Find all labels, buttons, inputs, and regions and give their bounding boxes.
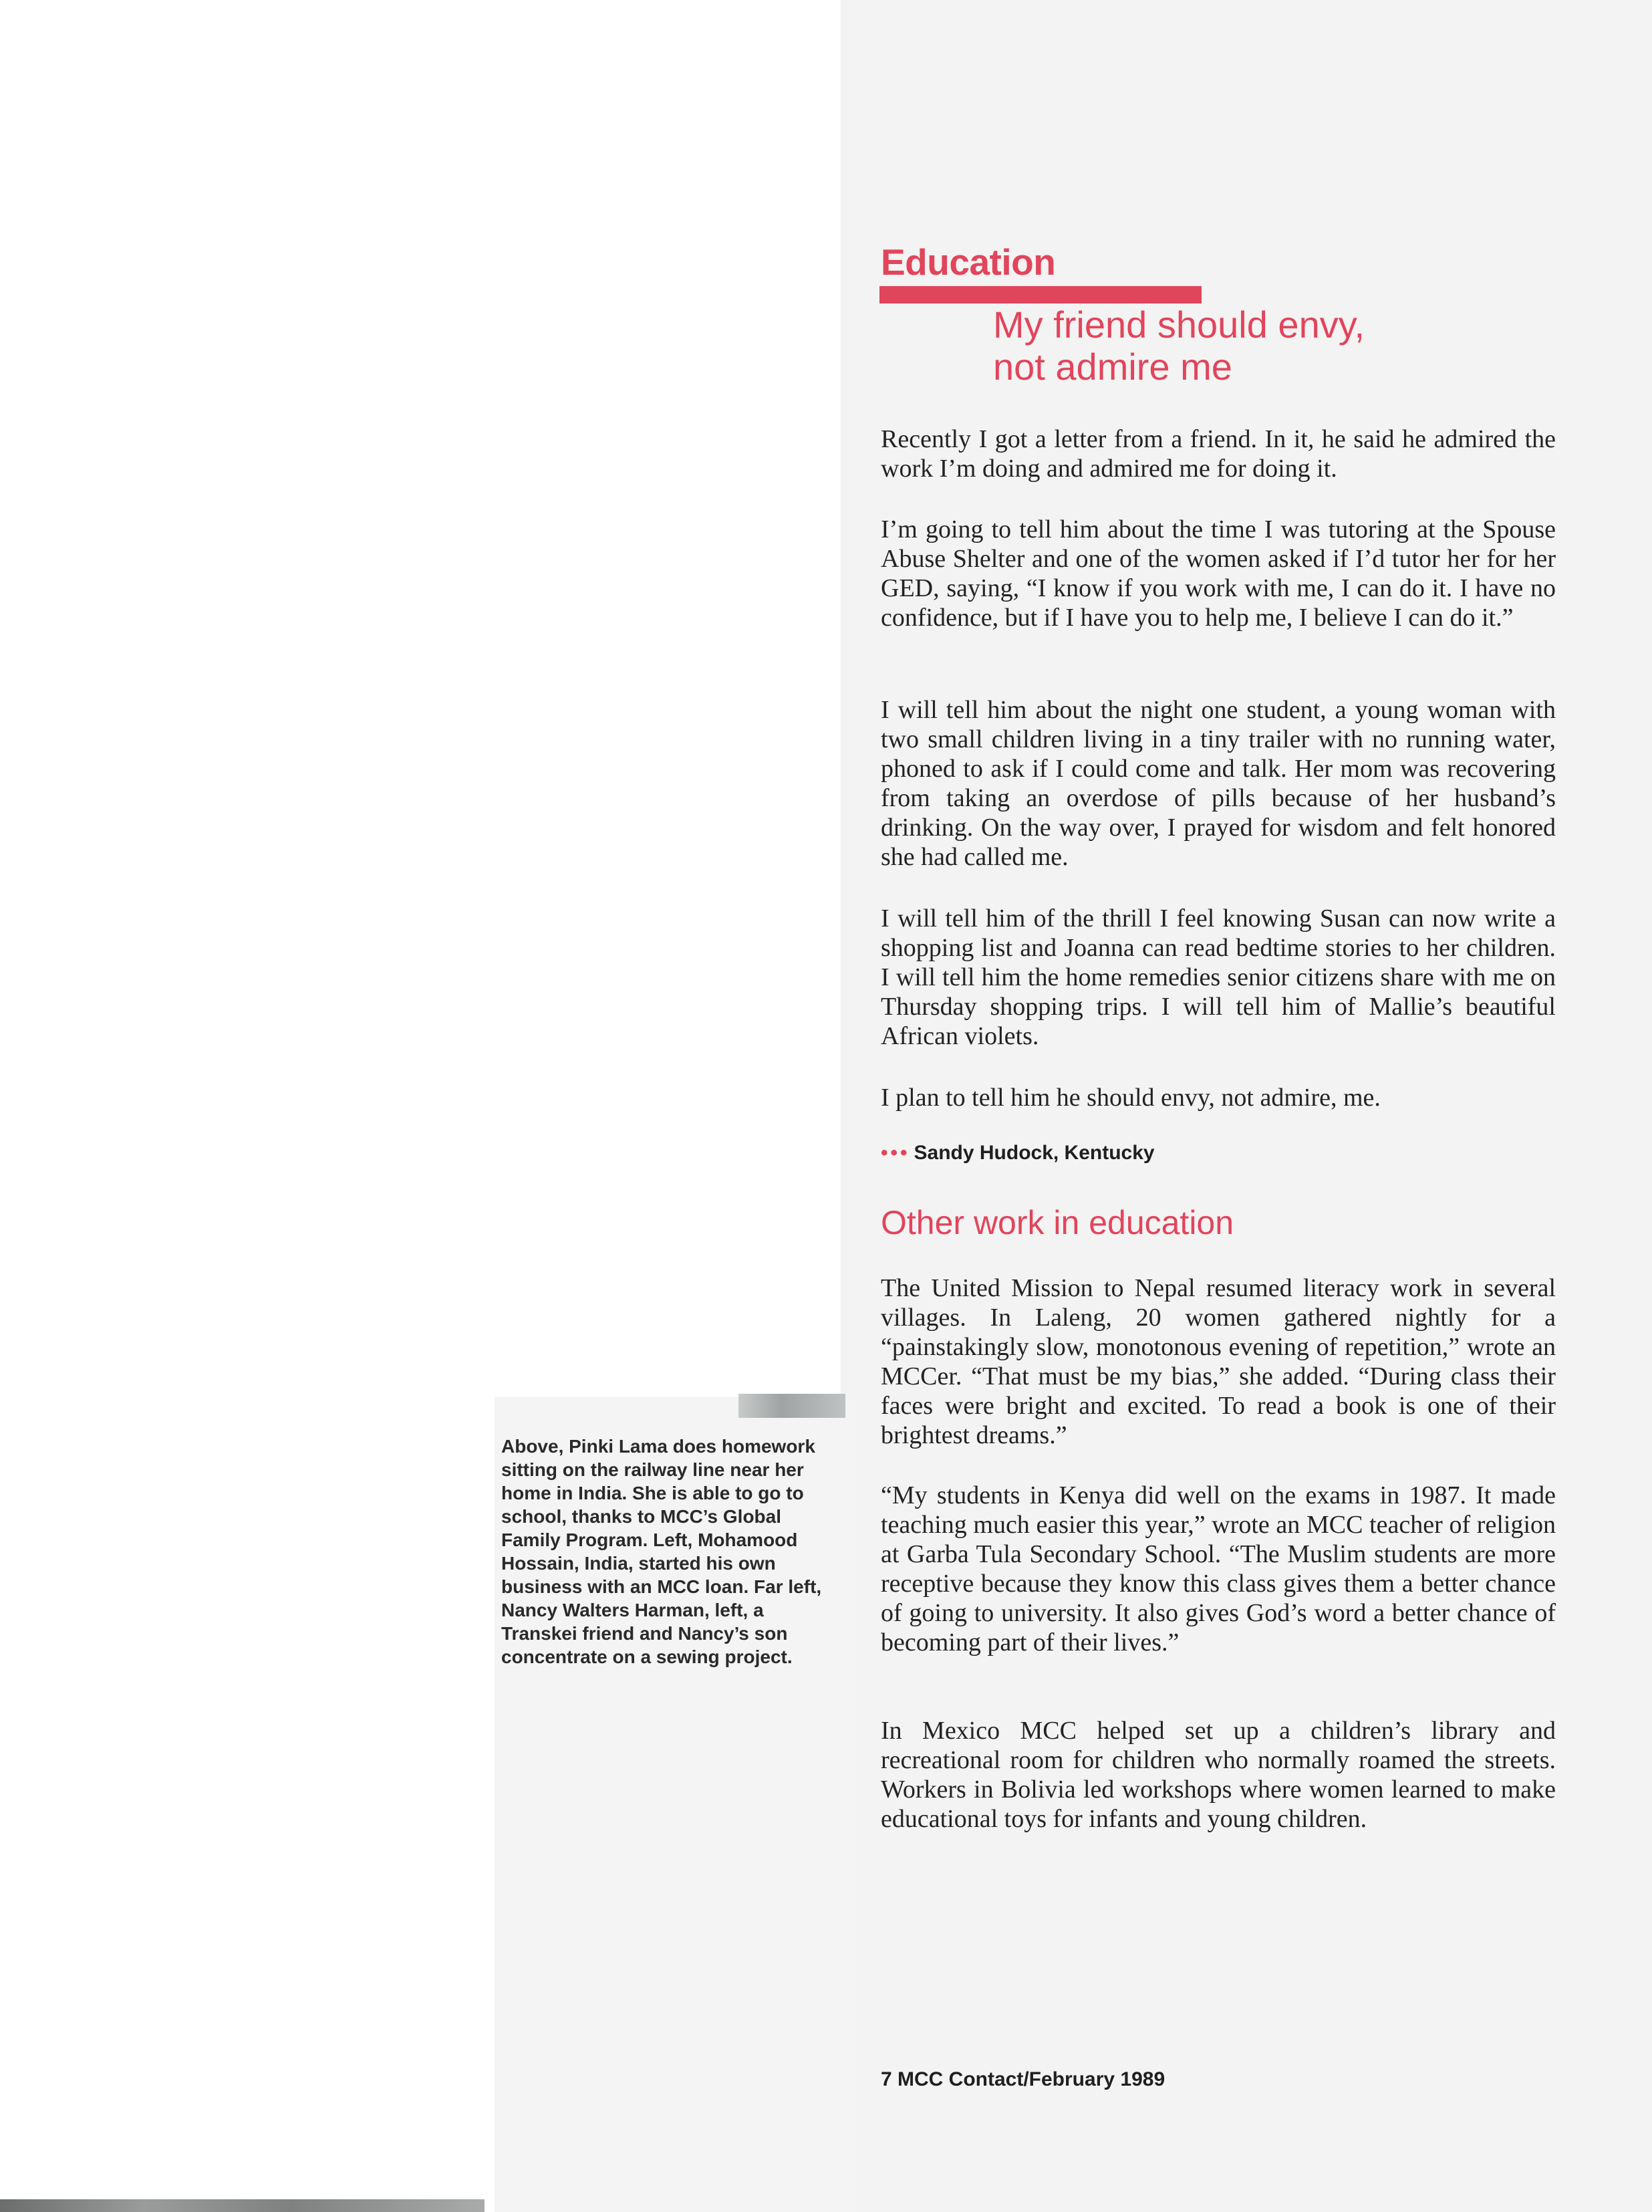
article-paragraph: Recently I got a letter from a friend. In it, he said he admired the work I’m doing and admired me for doing it. bbox=[881, 425, 1556, 483]
byline bbox=[881, 1142, 1155, 1164]
other-work-heading: Other work in education bbox=[881, 1204, 1234, 1241]
article-title bbox=[993, 303, 1501, 388]
article-paragraph: I will tell him of the thrill I feel knowing Susan can now write a shopping list and Joanna can read bedtime stories to her children. I will tell him the home remedies senior citizens share with me on Thursday shopping trips. I will tell him of Mallie’s beautiful African violets. bbox=[881, 904, 1556, 1050]
byline-dots: ••• bbox=[881, 1142, 910, 1164]
article-paragraph: I’m going to tell him about the time I was tutoring at the Spouse Abuse Shelter and one of the women asked if I’d tutor her for her GED, saying, “I know if you work with me, I can do it. I have no confidence, but if I have you to help me, I believe I can do it.” bbox=[881, 515, 1556, 632]
other-work-paragraph: “My students in Kenya did well on the exams in 1987. It made teaching much easier this year,” wrote an MCC teacher of religion at Garba Tula Secondary School. “The Muslim students are more receptive because they know this class gives them a better chance of going to university. It also gives God’s word a better chance of becoming part of their lives.” bbox=[881, 1481, 1556, 1656]
section-title-rule bbox=[879, 286, 1202, 303]
article-title-line-2: not admire me bbox=[993, 346, 1232, 388]
article-paragraph: I plan to tell him he should envy, not admire, me. bbox=[881, 1084, 1381, 1112]
other-work-paragraph: The United Mission to Nepal resumed literacy work in several villages. In Laleng, 20 women gathered nightly for a “painstakingly slow, monotonous evening of repetition,” wrote an MCCer. “That must be my bias,” she added. “During class their faces were bright and excited. To read a book is one of their brightest dreams.” bbox=[881, 1274, 1556, 1449]
photo-edge-bottom bbox=[0, 2199, 485, 2212]
byline-author: Sandy Hudock, Kentucky bbox=[914, 1142, 1155, 1164]
photo-edge bbox=[738, 1394, 845, 1418]
article-paragraph: I will tell him about the night one student, a young woman with two small children living in a tiny trailer with no running water, phoned to ask if I could come and talk. Her mom was recovering from taking an overdose of pills because of her husband’s drinking. On the way over, I prayed for wisdom and felt honored she had called me. bbox=[881, 696, 1556, 871]
section-title: Education bbox=[881, 241, 1056, 283]
other-work-paragraph: In Mexico MCC helped set up a children’s library and recreational room for children who normally roamed the streets. Workers in Bolivia led workshops where women learned to make educational toys for infants and young children. bbox=[881, 1717, 1556, 1833]
photo-caption: Above, Pinki Lama does homework sitting on the railway line near her home in India. She is able to go to school, thanks to MCC’s Global Family Program. Left, Mohamood Hossain, India, started his own business with an MCC loan. Far left, Nancy Walters Harman, left, a Transkei friend and Nancy’s son concentrate on a sewing project. bbox=[501, 1436, 822, 1667]
article-title-line-1: My friend should envy, bbox=[993, 303, 1365, 346]
page-footer: 7 MCC Contact/February 1989 bbox=[881, 2068, 1165, 2090]
